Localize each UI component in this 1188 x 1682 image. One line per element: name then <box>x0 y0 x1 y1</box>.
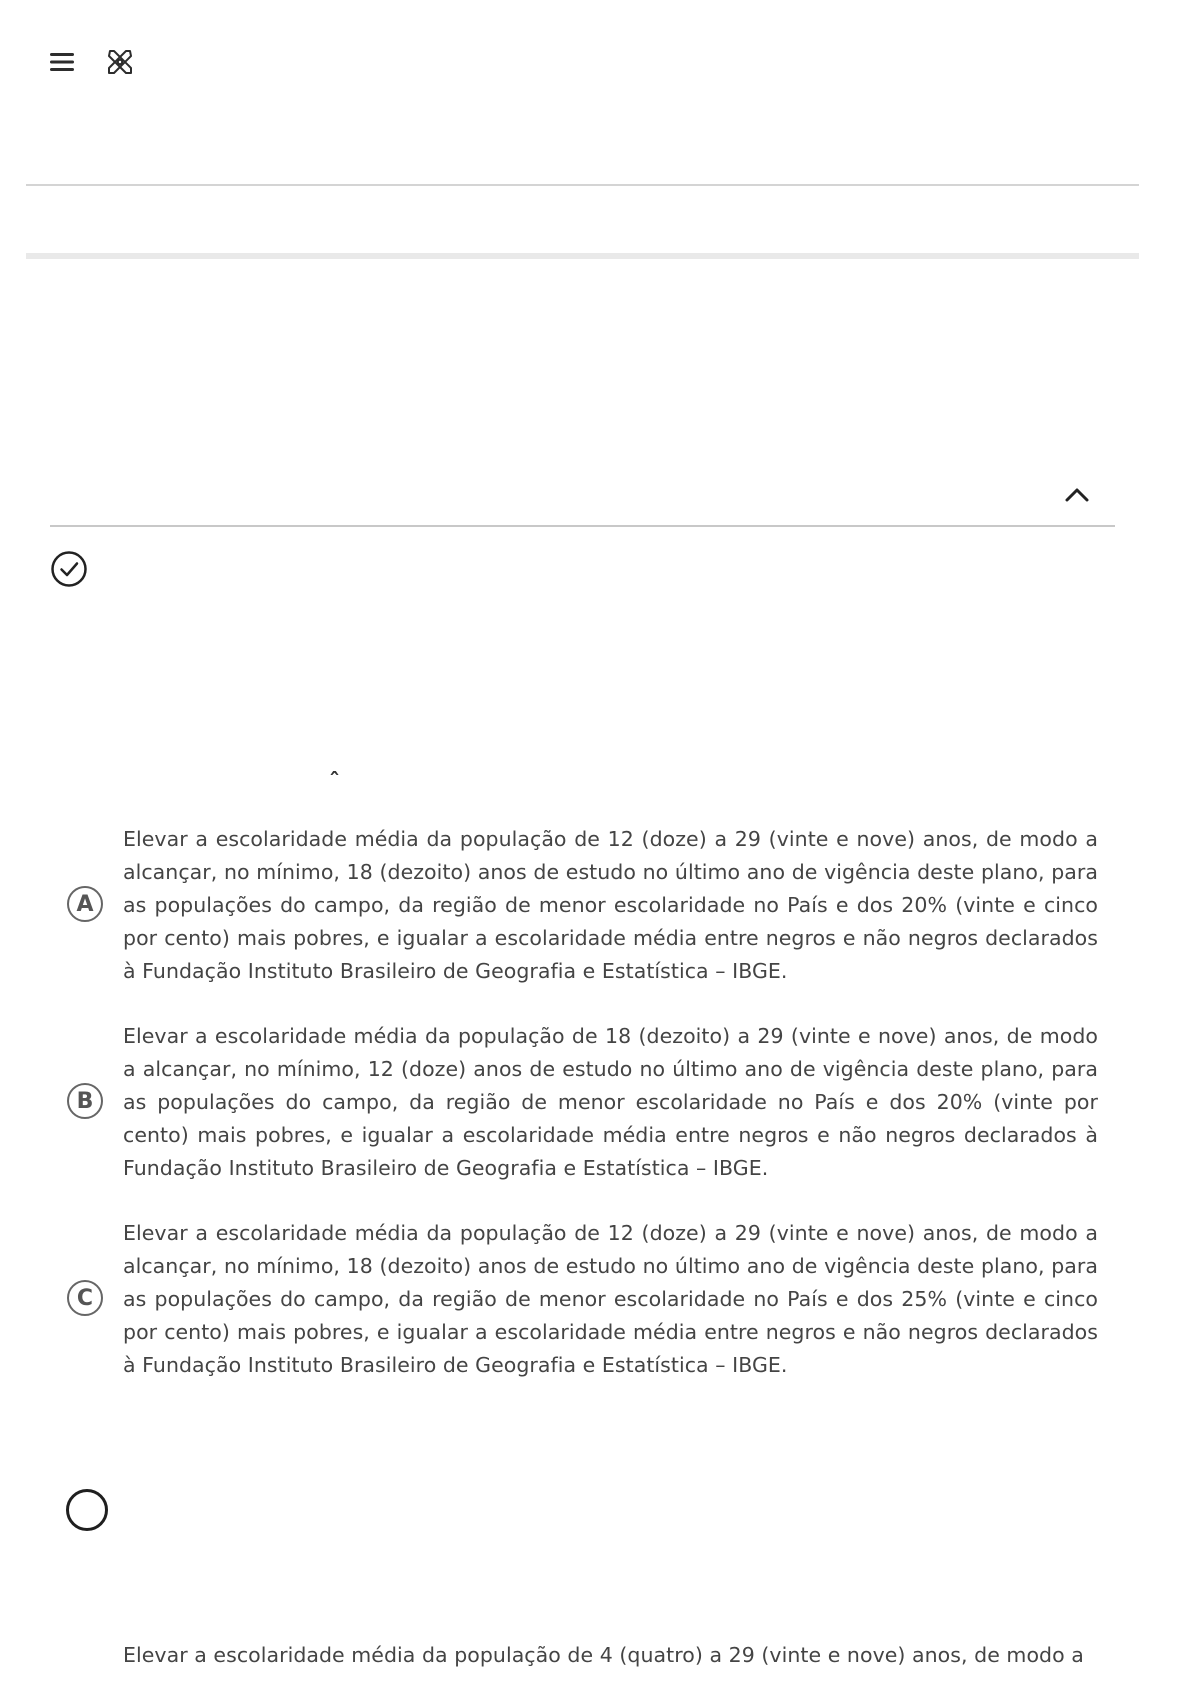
header-divider <box>26 184 1139 186</box>
option-b-text[interactable]: Elevar a escolaridade média da população de 18 (dezoito) a 29 (vinte e nove) anos, de modo a alcançar, no mínimo, 12 (doze) anos de estudo no último ano de vigência deste plano, para as populações do campo, da região de menor escolaridade no País e dos 20% (vinte por cento) mais pobres, e igualar a escolaridade média entre negros e não negros declarados à Fundação Instituto Brasileiro de Geografia e Estatística – IBGE. <box>123 1024 1098 1180</box>
empty-option-radio[interactable] <box>66 1489 108 1531</box>
check-circle-icon <box>50 550 88 588</box>
option-a-text[interactable]: Elevar a escolaridade média da população de 12 (doze) a 29 (vinte e nove) anos, de modo a alcançar, no mínimo, 18 (dezoito) anos de estudo no último ano de vigência deste plano, para as populações do campo, da região de menor escolaridade no País e dos 20% (vinte e cinco por cento) mais pobres, e igualar a escolaridade média entre negros e não negros declarados à Fundação Instituto Brasileiro de Geografia e Estatística – IBGE. <box>123 827 1098 983</box>
hamburger-menu-icon <box>49 51 75 73</box>
menu-button[interactable] <box>42 42 82 82</box>
caret-mark: ˆ <box>329 770 340 795</box>
option-b-radio[interactable]: B <box>67 1083 103 1119</box>
chevron-up-icon <box>1064 487 1090 503</box>
section-divider <box>26 253 1139 259</box>
collapse-question-button[interactable] <box>1057 475 1097 515</box>
tools-button[interactable] <box>100 42 140 82</box>
option-c-radio[interactable]: C <box>67 1280 103 1316</box>
option-c-text[interactable]: Elevar a escolaridade média da população de 12 (doze) a 29 (vinte e nove) anos, de modo a alcançar, no mínimo, 18 (dezoito) anos de estudo no último ano de vigência deste plano, para as populações do campo, da região de menor escolaridade no País e dos 25% (vinte e cinco por cento) mais pobres, e igualar a escolaridade média entre negros e não negros declarados à Fundação Instituto Brasileiro de Geografia e Estatística – IBGE. <box>123 1221 1098 1377</box>
option-d-text[interactable]: Elevar a escolaridade média da população de 4 (quatro) a 29 (vinte e nove) anos, de modo a <box>123 1643 1084 1667</box>
option-a-radio[interactable]: A <box>67 886 103 922</box>
answer-status <box>50 550 88 592</box>
question-divider <box>50 525 1115 527</box>
wrench-screwdriver-icon <box>105 47 135 77</box>
